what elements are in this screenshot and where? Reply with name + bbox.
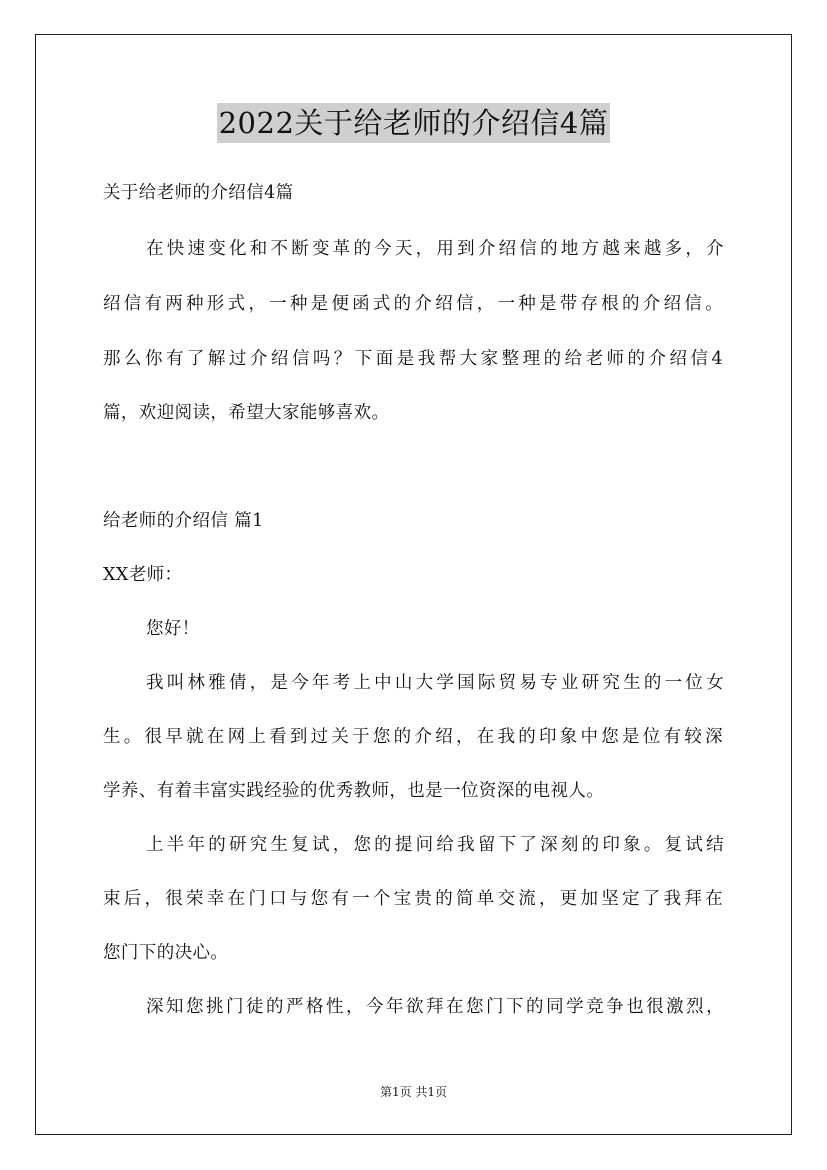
section-heading: 给老师的介绍信 篇1: [103, 511, 264, 531]
document-subtitle: 关于给老师的介绍信4篇: [103, 183, 294, 203]
paragraph-line: 束后，很荣幸在门口与您有一个宝贵的简单交流，更加坚定了我拜在: [103, 889, 723, 909]
paragraph-line: 我叫林雅倩，是今年考上中山大学国际贸易专业研究生的一位女: [146, 673, 724, 693]
intro-line: 那么你有了解过介绍信吗？下面是我帮大家整理的给老师的介绍信4: [103, 349, 723, 369]
salutation: XX老师：: [103, 565, 183, 585]
title-container: [0, 103, 827, 143]
paragraph-line: 上半年的研究生复试，您的提问给我留下了深刻的印象。复试结: [146, 835, 724, 855]
page-footer: 第1页 共1页: [379, 1085, 448, 1099]
greeting: 您好！: [146, 619, 200, 639]
paragraph-line: 生。很早就在网上看到过关于您的介绍，在我的印象中您是位有较深: [103, 727, 723, 747]
paragraph-line: 深知您挑门徒的严格性，今年欲拜在您门下的同学竞争也很激烈，: [146, 997, 724, 1017]
intro-line: 篇，欢迎阅读，希望大家能够喜欢。: [103, 403, 390, 423]
intro-line: 在快速变化和不断变革的今天，用到介绍信的地方越来越多，介: [146, 239, 724, 259]
paragraph-line: 您门下的决心。: [103, 943, 229, 963]
paragraph-line: 学养、有着丰富实践经验的优秀教师，也是一位资深的电视人。: [103, 781, 605, 801]
document-title: 2022关于给老师的介绍信4篇: [217, 103, 611, 143]
intro-line: 绍信有两种形式，一种是便函式的介绍信，一种是带存根的介绍信。: [103, 294, 723, 314]
